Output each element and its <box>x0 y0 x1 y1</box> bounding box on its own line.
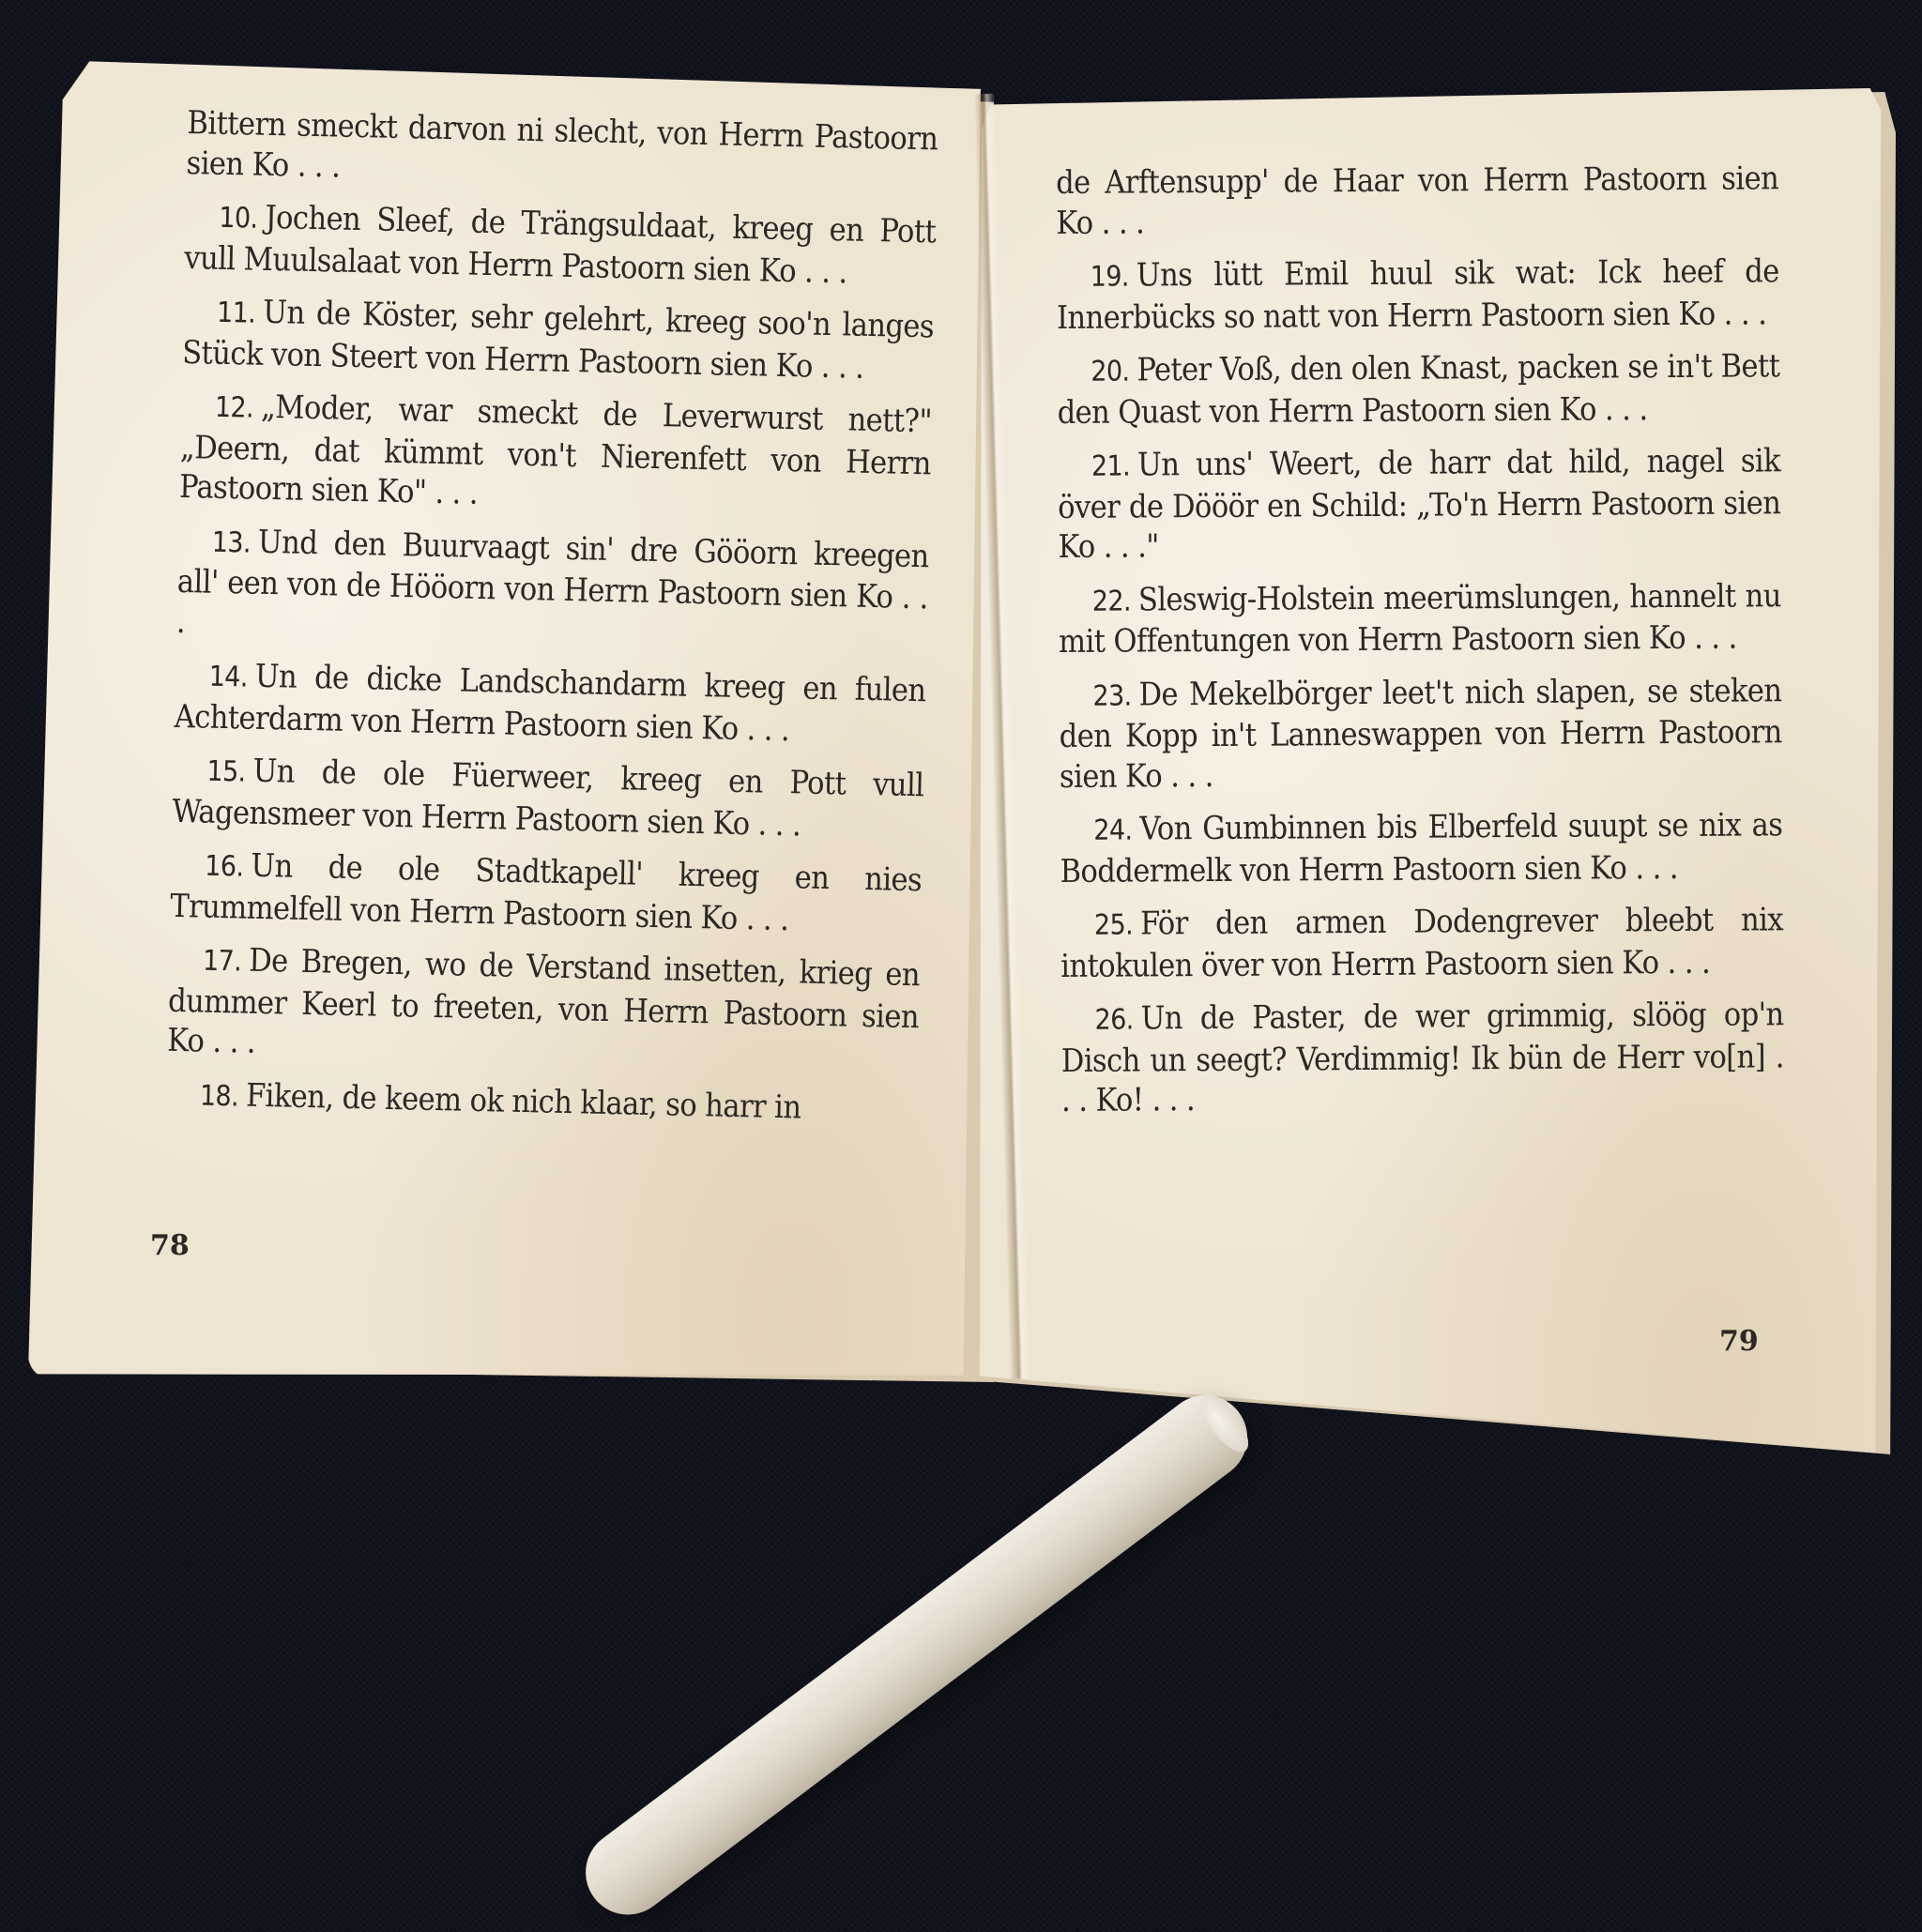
paragraph-text: Jochen Sleef, de Trängsuldaat, kreeg en Pott vull Muulsalaat von Herrn Pastoorn sien Ko . . . <box>183 198 937 291</box>
verse-number: 10. <box>218 201 258 236</box>
verse-19 <box>1057 251 1780 338</box>
verse-number: 23. <box>1092 679 1132 713</box>
verse-12 <box>179 386 933 524</box>
verse-number: 22. <box>1091 585 1132 618</box>
paragraph-text: Sleswig-Holstein meerümslungen, hannelt nu mit Offentungen von Herrn Pastoorn sien Ko . . . <box>1058 576 1781 661</box>
paragraph-text: Un de Paster, de wer grimmig, slöög op'n Disch un seegt? Verdimmig! Ik bün de Herr vo[n] . . . Ko! . . . <box>1060 996 1784 1119</box>
verse-number: 11. <box>216 296 256 330</box>
paragraph-text: Von Gumbinnen bis Elberfeld suupt se nix as Boddermelk von Herrn Pastoorn sien Ko . . . <box>1060 806 1783 890</box>
verse-number: 24. <box>1093 814 1133 847</box>
verse-26 <box>1060 995 1784 1120</box>
paragraph-text: Uns lütt Emil huul sik wat: Ick heef de Innerbücks so natt von Herrn Pastoorn sien Ko . . . <box>1056 252 1779 337</box>
paragraph-text: Fiken, de keem ok nich klaar, so harr in <box>245 1076 801 1127</box>
page-number-right: 79 <box>1719 1325 1759 1358</box>
paragraph-text: Un de ole Füerweer, kreeg en Pott vull Wagensmeer von Herrn Pastoorn sien Ko . . . <box>172 752 924 844</box>
verse-16 <box>170 844 923 942</box>
paragraph-text: Un de Köster, sehr gelehrt, kreeg soo'n langes Stück von Steert von Herrn Pastoorn sien Ko . . . <box>181 293 935 387</box>
verse-number: 14. <box>208 660 249 694</box>
verse-number: 25. <box>1093 908 1134 942</box>
verse-13 <box>175 520 929 658</box>
verse-10 <box>184 196 937 294</box>
verse-17 <box>167 939 921 1077</box>
pointer-stylus <box>569 1378 1264 1931</box>
paragraph-text: de Arftensupp' de Haar von Herrn Pastoorn sien Ko . . . <box>1056 160 1779 242</box>
page-number-left: 78 <box>150 1229 190 1262</box>
verse-number: 20. <box>1091 355 1130 388</box>
verse-number: 15. <box>206 754 246 789</box>
verse-25 <box>1060 900 1784 986</box>
verse-21 <box>1058 441 1781 567</box>
verse-22 <box>1059 576 1782 662</box>
verse-23 <box>1059 671 1782 797</box>
verse-number: 13. <box>211 525 252 560</box>
paragraph-text: Bittern smeckt darvon ni slecht, von Herrn Pastoorn sien Ko . . . <box>186 103 938 186</box>
verse-15 <box>172 750 924 847</box>
verse-number: 21. <box>1091 449 1131 483</box>
paragraph <box>186 103 938 199</box>
right-page-text <box>1056 159 1784 1133</box>
paragraph-text: Un de dicke Landschandarm kreeg en fulen Achterdarm von Herrn Pastoorn sien Ko . . . <box>174 657 926 749</box>
verse-14 <box>174 655 926 753</box>
verse-18 <box>165 1073 917 1132</box>
paragraph-text: Un de ole Stadtkapell' kreeg en nies Trummelfell von Herrn Pastoorn sien Ko . . . <box>169 846 923 938</box>
left-page-text <box>165 103 938 1145</box>
verse-11 <box>182 291 935 388</box>
paragraph-text: Un uns' Weert, de harr dat hild, nagel sik över de Dööör en Schild: „To'n Herrn Pastoorn sien Ko . . ." <box>1058 442 1781 566</box>
verse-number: 17. <box>202 944 242 979</box>
paragraph-text: Peter Voß, den olen Knast, packen se in't Bett den Quast von Herrn Pastoorn sien Ko . . . <box>1057 347 1780 432</box>
verse-number: 16. <box>204 849 244 884</box>
verse-20 <box>1057 346 1780 433</box>
verse-number: 12. <box>214 390 254 425</box>
verse-number: 18. <box>199 1079 239 1113</box>
verse-24 <box>1060 805 1783 891</box>
paragraph-text: „Moder, war smeckt de Leverwurst nett?" „Deern, dat kümmt von't Nierenfett von Herrn Pastoorn sien Ko" . . . <box>178 388 933 512</box>
verse-number: 19. <box>1090 260 1129 294</box>
paragraph-text: De Bregen, wo de Verstand insetten, krieg en dummer Keerl to freeten, von Herrn Pastoorn sien Ko . . . <box>166 941 921 1061</box>
verse-number: 26. <box>1094 1003 1134 1037</box>
paragraph <box>1056 159 1779 243</box>
paragraph-text: De Mekelbörger leet't nich slapen, se steken den Kopp in't Lanneswappen von Herrn Pastoorn sien Ko . . . <box>1059 671 1782 796</box>
paragraph-text: Und den Buurvaagt sin' dre Gööorn kreegen all' een von de Hööorn von Herrn Pastoorn sien Ko . . . <box>175 523 930 641</box>
paragraph-text: För den armen Dodengrever bleebt nix intokulen över von Herrn Pastoorn sien Ko . . . <box>1060 901 1784 985</box>
